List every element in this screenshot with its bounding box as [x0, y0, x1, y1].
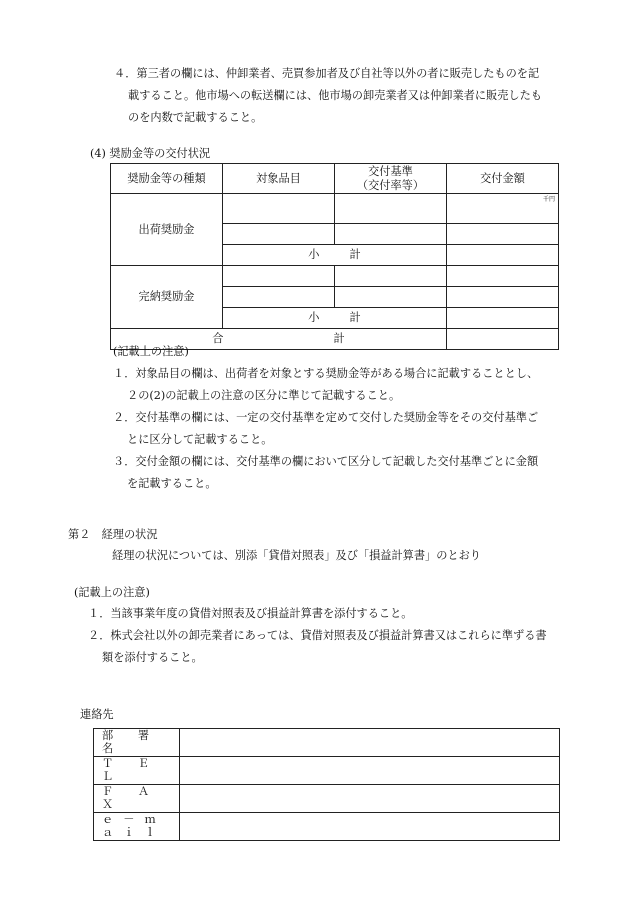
- table-row: [111, 266, 559, 287]
- item4-paragraph: [114, 63, 542, 129]
- contact-row: [94, 729, 560, 757]
- contact-row: [94, 784, 560, 812]
- table-cell: [223, 266, 335, 287]
- header-amount: 交付金額: [447, 164, 559, 194]
- table-cell: [447, 287, 559, 308]
- notes-list-4: [113, 363, 538, 495]
- contact-label-fax: ＦＡＸ: [94, 784, 180, 812]
- note-line: ２．株式会社以外の卸売業者にあっては、貸借対照表及び損益計算書又はこれらに準ずる書: [88, 629, 547, 642]
- header-criteria-line1: 交付基準: [368, 165, 413, 179]
- table-cell: [335, 266, 447, 287]
- contact-value-tel[interactable]: [180, 756, 560, 784]
- notes-title-4: (記載上の注意): [113, 345, 189, 358]
- section2-heading: 第２ 経理の状況: [68, 528, 158, 541]
- table-cell: [447, 266, 559, 287]
- section2-body: 経理の状況については、別添「貸借対照表」及び「損益計算書」のとおり: [112, 549, 481, 562]
- table-cell: [335, 224, 447, 245]
- contact-table: [93, 728, 560, 841]
- subtotal-label: 小 計: [223, 245, 447, 266]
- contact-value-email[interactable]: [180, 812, 560, 840]
- unit-label: 千円: [542, 196, 555, 203]
- note-line: とに区分して記載すること。: [127, 433, 273, 446]
- contact-row: [94, 756, 560, 784]
- note-line: ２．交付基準の欄には、一定の交付基準を定めて交付した奨励金等をその交付基準ご: [113, 411, 539, 424]
- table-cell: [223, 224, 335, 245]
- contact-value-department[interactable]: [180, 729, 560, 757]
- table-header-row: [111, 164, 559, 194]
- subsection-4-title: (4) 奨励金等の交付状況: [90, 147, 211, 160]
- note-line: １．対象品目の欄は、出荷者を対象とする奨励金等がある場合に記載することとし、: [113, 367, 539, 380]
- contact-row: [94, 812, 560, 840]
- notes-list-2: [88, 603, 547, 669]
- note-line: ３．交付金額の欄には、交付基準の欄において区分して記載した交付基準ごとに金額: [113, 455, 539, 468]
- table-cell: [223, 194, 335, 224]
- group2-label: 完納奨励金: [111, 266, 223, 329]
- table-cell: [335, 287, 447, 308]
- item4-line-2: 載すること。他市場への転送欄には、他市場の卸売業者又は仲卸業者に販売したも: [128, 89, 542, 102]
- note-line: ２の(2)の記載上の注意の区分に準じて記載すること。: [127, 389, 401, 402]
- table-cell: [335, 194, 447, 224]
- total-label: 合 計: [111, 329, 447, 350]
- contact-label-department: 部署名: [94, 729, 180, 757]
- header-item: 対象品目: [223, 164, 335, 194]
- note-line: を記載すること。: [127, 477, 217, 490]
- table-cell: [223, 287, 335, 308]
- item4-line-1: ４．第三者の欄には、仲卸業者、売買参加者及び自社等以外の者に販売したものを記: [114, 67, 540, 80]
- header-criteria-line2: （交付率等）: [356, 178, 425, 192]
- table-cell: [447, 194, 559, 224]
- contact-title: 連絡先: [80, 708, 114, 721]
- table-cell: [447, 245, 559, 266]
- header-criteria: [335, 164, 447, 194]
- item4-line-3: のを内数で記載すること。: [128, 111, 263, 124]
- contact-label-tel: ＴＥＬ: [94, 756, 180, 784]
- table-cell: [447, 329, 559, 350]
- header-type: 奨励金等の種類: [111, 164, 223, 194]
- note-line: 類を添付すること。: [102, 651, 203, 664]
- contact-label-email: ｅ－ｍａｉｌ: [94, 812, 180, 840]
- subtotal-label: 小 計: [223, 308, 447, 329]
- incentive-table: [110, 163, 559, 350]
- contact-value-fax[interactable]: [180, 784, 560, 812]
- notes-title-2: (記載上の注意): [74, 586, 150, 599]
- group1-label: 出荷奨励金: [111, 194, 223, 266]
- table-row: [111, 194, 559, 224]
- table-cell: [447, 308, 559, 329]
- note-line: １．当該事業年度の貸借対照表及び損益計算書を添付すること。: [88, 607, 413, 620]
- table-cell: [447, 224, 559, 245]
